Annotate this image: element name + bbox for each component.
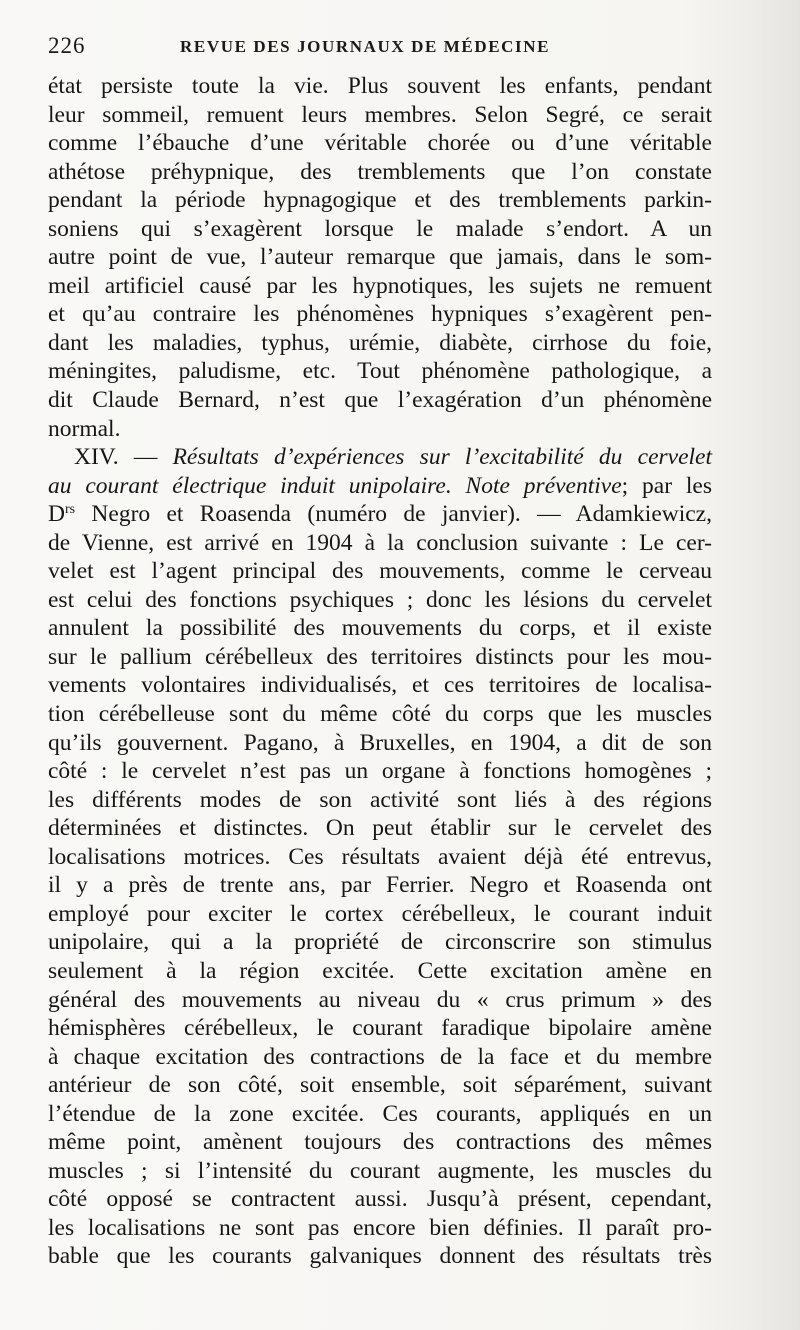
text-line: employé pour exciter le cortex cérébelleux, le courant induit bbox=[48, 900, 712, 927]
text-line: seulement à la région excitée. Cette excitation amène en bbox=[48, 957, 712, 984]
text-line: soniens qui s’exagèrent lorsque le malade s’endort. A un bbox=[48, 215, 712, 242]
text-line: qu’ils gouvernent. Pagano, à Bruxelles, en 1904, a dit de son bbox=[48, 729, 712, 756]
text-line: état persiste toute la vie. Plus souvent les enfants, pendant bbox=[48, 73, 712, 99]
text-line: meil artificiel causé par les hypnotiques, les sujets ne remuent bbox=[48, 272, 712, 299]
text-line: muscles ; si l’intensité du courant augmente, les muscles du bbox=[48, 1157, 712, 1184]
text-line: bable que les courants galvaniques donnent des résultats très bbox=[48, 1243, 712, 1270]
authors-rest: Negro et Roasenda (numéro de janvier). — Adamkiewicz, bbox=[75, 501, 712, 528]
text-line: velet est l’agent principal des mouvements, comme le cerveau bbox=[48, 558, 712, 585]
text-line: tion cérébelleuse sont du même côté du corps que les muscles bbox=[48, 701, 712, 728]
article-body bbox=[48, 72, 712, 1271]
text-line: les différents modes de son activité sont liés à des régions bbox=[48, 786, 712, 813]
text-line: les localisations ne sont pas encore bien définies. Il paraît pro- bbox=[48, 1214, 712, 1241]
text-line: dant les maladies, typhus, urémie, diabète, cirrhose du foie, bbox=[48, 329, 712, 356]
text-line: sur le pallium cérébelleux des territoires distincts pour les mou- bbox=[48, 643, 712, 670]
section-title-continued: au courant électrique induit unipolaire. Note préventive bbox=[48, 472, 622, 499]
text-line: de Vienne, est arrivé en 1904 à la conclusion suivante : Le cer- bbox=[48, 529, 712, 556]
text-line: comme l’ébauche d’une véritable chorée ou d’une véritable bbox=[48, 130, 712, 157]
page-number: 226 bbox=[48, 33, 86, 58]
text-line: même point, amènent toujours des contractions des mêmes bbox=[48, 1129, 712, 1156]
text-line: autre point de vue, l’auteur remarque que jamais, dans le som- bbox=[48, 244, 712, 271]
text-line: à chaque excitation des contractions de la face et du membre bbox=[48, 1043, 712, 1070]
text-line: antérieur de son côté, soit ensemble, soit séparément, suivant bbox=[48, 1072, 712, 1099]
text-line: général des mouvements au niveau du « crus primum » des bbox=[48, 986, 712, 1013]
text-line: et qu’au contraire les phénomènes hypniques s’exagèrent pen- bbox=[48, 301, 712, 328]
section-number: XIV. — bbox=[74, 444, 158, 471]
text-line: côté opposé se contractent aussi. Jusqu’à présent, cependant, bbox=[48, 1186, 712, 1213]
section-heading-line bbox=[48, 472, 712, 501]
text-line: normal. bbox=[48, 415, 121, 442]
section-authors-line bbox=[48, 500, 712, 529]
section-title-suffix: ; par les bbox=[621, 472, 712, 499]
text-line: l’étendue de la zone excitée. Ces courants, appliqués en un bbox=[48, 1100, 712, 1127]
text-line: hémisphères cérébelleux, le courant faradique bipolaire amène bbox=[48, 1015, 712, 1042]
text-line: déterminées et distinctes. On peut établir sur le cervelet des bbox=[48, 815, 712, 842]
text-line: unipolaire, qui a la propriété de circonscrire son stimulus bbox=[48, 929, 712, 956]
text-line: vements volontaires individualisés, et ces territoires de localisa- bbox=[48, 672, 712, 699]
running-title: REVUE DES JOURNAUX DE MÉDECINE bbox=[180, 37, 551, 56]
section-title: Résultats d’expériences sur l’excitabilité du cervelet bbox=[172, 444, 712, 471]
text-line: leur sommeil, remuent leurs membres. Selon Segré, ce serait bbox=[48, 101, 712, 128]
text-line: pendant la période hypnagogique et des tremblements parkin- bbox=[48, 187, 712, 214]
section-heading-line bbox=[48, 443, 712, 472]
text-line: est celui des fonctions psychiques ; donc les lésions du cervelet bbox=[48, 586, 712, 613]
text-line: méningites, paludisme, etc. Tout phénomène pathologique, a bbox=[48, 358, 712, 385]
text-line: localisations motrices. Ces résultats avaient déjà été entrevus, bbox=[48, 843, 712, 870]
page-header bbox=[48, 33, 710, 63]
authors-sup: rs bbox=[64, 502, 76, 518]
authors-dr: D bbox=[48, 501, 65, 528]
text-line: il y a près de trente ans, par Ferrier. Negro et Roasenda ont bbox=[48, 872, 712, 899]
text-line: dit Claude Bernard, n’est que l’exagération d’un phénomène bbox=[48, 387, 712, 414]
text-line: athétose préhypnique, des tremblements que l’on constate bbox=[48, 158, 712, 185]
text-line: côté : le cervelet n’est pas un organe à fonctions homogènes ; bbox=[48, 758, 712, 785]
text-line: annulent la possibilité des mouvements du corps, et il existe bbox=[48, 615, 712, 642]
